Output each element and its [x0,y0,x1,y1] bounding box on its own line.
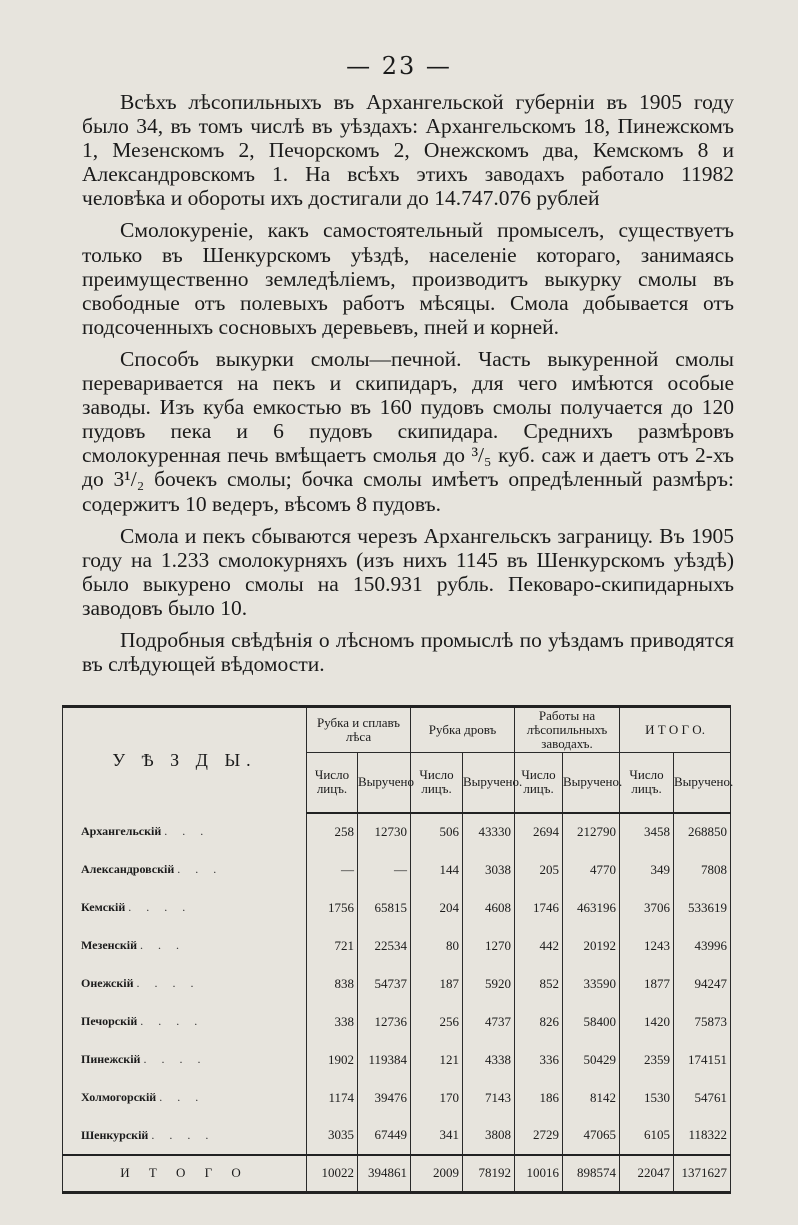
uezd-name [63,851,307,889]
table-row [63,1003,731,1041]
table-cell: 54737 [358,965,411,1003]
table-cell: 7143 [463,1079,515,1117]
table-row [63,1041,731,1079]
sub-header-persons: Число лицъ. [620,753,674,813]
total-cell: 78192 [463,1155,515,1193]
table-cell: 256 [411,1003,463,1041]
table-cell: 58400 [563,1003,620,1041]
total-cell: 1371627 [674,1155,731,1193]
sub-header-persons: Число лицъ. [307,753,358,813]
table-row [63,1079,731,1117]
table-cell: 336 [515,1041,563,1079]
uezd-name [63,1117,307,1155]
table-cell: 121 [411,1041,463,1079]
leader-dots: . . . [177,862,223,876]
uezd-name [63,813,307,851]
group-header-sawmills: Работы на лѣсопильныхъ заводахъ. [515,707,620,753]
table-cell: 1270 [463,927,515,965]
table-cell: 2729 [515,1117,563,1155]
table-cell: 50429 [563,1041,620,1079]
table-cell: 119384 [358,1041,411,1079]
table-cell: 5920 [463,965,515,1003]
table-cell: 6105 [620,1117,674,1155]
table-cell: 442 [515,927,563,965]
total-cell: 898574 [563,1155,620,1193]
table-cell: 533619 [674,889,731,927]
uezd-name-text: Мезенскій [81,938,138,952]
uezd-name [63,927,307,965]
uezd-name [63,965,307,1003]
table-cell: 1877 [620,965,674,1003]
leader-dots: . . . . [151,1127,215,1142]
paragraph-tar-industry: Смолокуреніе, какъ самостоятельный промыселъ, существуетъ только въ Шенкурскомъ уѣздѣ, населеніе котораго, занимаясь преимущественно земледѣліемъ, производитъ выкурку смолы въ свободные отъ полевыхъ работъ мѣсяцы. Смола добывается отъ подсоченныхъ сосновыхъ деревьевъ, пней и корней. [82,218,734,339]
table-cell: 1174 [307,1079,358,1117]
total-cell: 10022 [307,1155,358,1193]
total-cell: 394861 [358,1155,411,1193]
total-cell: 22047 [620,1155,674,1193]
table-cell: 1530 [620,1079,674,1117]
table-cell: 47065 [563,1117,620,1155]
leader-dots: . . . . [128,900,192,914]
uezd-name-text: Александровскій [81,862,175,876]
sub-header-persons: Число лицъ. [515,753,563,813]
paragraph-sawmills: Всѣхъ лѣсопильныхъ въ Архангельской губерніи въ 1905 году было 34, въ томъ числѣ въ уѣздахъ: Архангельскомъ 18, Пинежскомъ 1, Мезенскомъ 2, Печорскомъ 2, Онежскомъ два, Кемскомъ 8 и Александровскомъ 1. На всѣхъ этихъ заводахъ работало 11982 человѣка и обороты ихъ достигали до 14.747.076 рублей [82,90,734,211]
paragraph-table-intro: Подробныя свѣдѣнія о лѣсномъ промыслѣ по уѣздамъ приводятся въ слѣдующей вѣдомости. [82,627,734,677]
uezd-name-text: Кемскій [81,900,126,914]
table-cell: 20192 [563,927,620,965]
table-cell: 1756 [307,889,358,927]
table-cell: 75873 [674,1003,731,1041]
table-cell: 4770 [563,851,620,889]
paragraph-tar-method: Способъ выкурки смолы—печной. Часть выкуренной смолы переваривается на пекъ и скипидаръ, для чего имѣются особые заводы. Изъ куба емкостью въ 160 пудовъ смолы получается до 120 пудовъ пека и 6 пудовъ скипидара. Среднихъ размѣровъ смолокуренная печь вмѣщаетъ смолья до ³/₅ куб. саж и даетъ отъ 2-хъ до 3¹/₂ бочекъ смолы; бочка смолы имѣетъ опредѣленный размѣръ: содержитъ 10 ведеръ, вѣсомъ 8 пудовъ. [82,346,734,516]
table-cell: 349 [620,851,674,889]
table-cell: 144 [411,851,463,889]
page-number: — 23 — [346,52,452,80]
table-cell: 118322 [674,1117,731,1155]
uezd-name [63,1003,307,1041]
leader-dots: . . . [164,824,210,838]
table-cell: 39476 [358,1079,411,1117]
uezd-name-text: Онежскій [81,976,134,990]
table-cell: 4608 [463,889,515,927]
table-cell: 187 [411,965,463,1003]
table-cell: 1243 [620,927,674,965]
table-cell: — [307,851,358,889]
table-cell: 268850 [674,813,731,851]
table-cell: 54761 [674,1079,731,1117]
uezd-name-text: Шенкурскій [81,1127,149,1142]
table-row [63,965,731,1003]
uezd-name-text: Холмогорскій [81,1090,157,1104]
group-header-total: И Т О Г О. [620,707,731,753]
table-row [63,1117,731,1155]
uezd-name-text: Архангельскій [81,824,162,838]
table-cell: 43996 [674,927,731,965]
uezd-name [63,889,307,927]
table-cell: 94247 [674,965,731,1003]
table-cell: 174151 [674,1041,731,1079]
table-cell: 12736 [358,1003,411,1041]
table-cell: 4338 [463,1041,515,1079]
table-cell: 258 [307,813,358,851]
table-cell: 1902 [307,1041,358,1079]
table-cell: 3035 [307,1117,358,1155]
total-label: И Т О Г О [63,1155,307,1193]
body-text [82,90,734,684]
total-cell: 10016 [515,1155,563,1193]
table-cell: 7808 [674,851,731,889]
table-cell: 2359 [620,1041,674,1079]
table-cell: 170 [411,1079,463,1117]
forestry-table [62,705,734,1194]
sub-header-revenue: Выручено. [674,753,731,813]
table-cell: 3706 [620,889,674,927]
table-cell: 838 [307,965,358,1003]
table-cell: 80 [411,927,463,965]
table-cell: 4737 [463,1003,515,1041]
table-cell: 205 [515,851,563,889]
table-cell: 341 [411,1117,463,1155]
table-cell: 1746 [515,889,563,927]
table-cell: 506 [411,813,463,851]
uezd-name [63,1079,307,1117]
uezd-name [63,1041,307,1079]
table-cell: 65815 [358,889,411,927]
total-cell: 2009 [411,1155,463,1193]
table-cell: — [358,851,411,889]
sub-header-revenue: Выручено. [563,753,620,813]
table-row [63,813,731,851]
group-header-logging: Рубка и сплавъ лѣса [307,707,411,753]
table-cell: 8142 [563,1079,620,1117]
leader-dots: . . . . [136,976,200,990]
table-cell: 12730 [358,813,411,851]
table-cell: 463196 [563,889,620,927]
leader-dots: . . . . [140,1014,204,1028]
uezd-name-text: Пинежскій [81,1052,141,1066]
table-cell: 186 [515,1079,563,1117]
table-cell: 204 [411,889,463,927]
leader-dots: . . . [159,1090,205,1104]
table-row [63,927,731,965]
total-row [63,1155,731,1193]
table-cell: 33590 [563,965,620,1003]
sub-header-revenue: Выручено [358,753,411,813]
table-cell: 826 [515,1003,563,1041]
table-cell: 43330 [463,813,515,851]
leader-dots: . . . [140,938,186,952]
table-cell: 852 [515,965,563,1003]
uezdy-header: У Ѣ З Д Ы. [63,707,307,813]
table-cell: 721 [307,927,358,965]
table-cell: 212790 [563,813,620,851]
table-cell: 2694 [515,813,563,851]
sub-header-persons: Число лицъ. [411,753,463,813]
group-header-firewood: Рубка дровъ [411,707,515,753]
table-cell: 22534 [358,927,411,965]
table-cell: 1420 [620,1003,674,1041]
leader-dots: . . . . [143,1052,207,1066]
sub-header-revenue: Выручено. [463,753,515,813]
table-cell: 3038 [463,851,515,889]
table-cell: 3808 [463,1117,515,1155]
table-cell: 338 [307,1003,358,1041]
table-row [63,889,731,927]
uezd-name-text: Печорскій [81,1014,138,1028]
paragraph-tar-sales: Смола и пекъ сбываются черезъ Архангельскъ заграницу. Въ 1905 году на 1.233 смолокурняхъ (изъ нихъ 1145 въ Шенкурскомъ уѣздѣ) было выкурено смолы на 150.931 рубль. Пековаро-скипидарныхъ заводовъ было 10. [82,523,734,620]
table-cell: 67449 [358,1117,411,1155]
table-cell: 3458 [620,813,674,851]
table-row [63,851,731,889]
